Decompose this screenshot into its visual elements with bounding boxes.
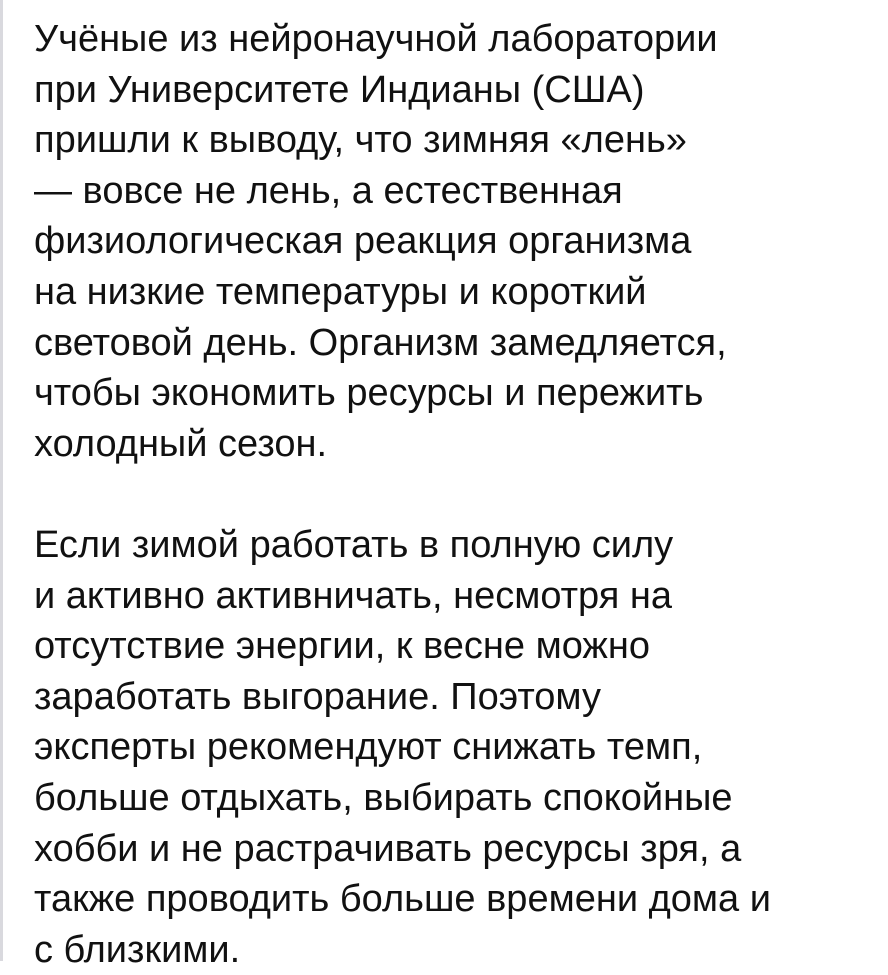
message-left-edge [0,0,3,961]
text-line: отсутствие энергии, к весне можно [34,625,650,668]
text-line: — вовсе не лень, а естественная [34,169,623,212]
text-line: на низкие температуры и короткий [34,270,647,313]
text-line: холодный сезон. [34,422,327,465]
text-line: больше отдыхать, выбирать спокойные [34,776,733,819]
text-line: Учёные из нейронаучной лаборатории [34,18,718,60]
message-text [34,14,874,975]
paragraph-2 [34,520,874,975]
paragraph-1 [34,14,874,469]
text-line: и активно активничать, несмотря на [34,574,673,617]
text-line: также проводить больше времени дома и [34,878,771,921]
text-line: Если зимой работать в полную силу [34,523,674,566]
text-line: пришли к выводу, что зимняя «лень» [34,119,687,162]
text-line: хобби и не растрачивать ресурсы зря, а [34,827,742,870]
text-line: заработать выгорание. Поэтому [34,675,601,718]
text-line: с близкими. [34,928,241,971]
text-line: световой день. Организм замедляется, [34,321,727,364]
paragraph-spacer [34,469,874,520]
text-line: чтобы экономить ресурсы и пережить [34,372,704,415]
text-line: эксперты рекомендуют снижать темп, [34,726,703,769]
text-line: при Университете Индианы (США) [34,68,645,111]
text-line: физиологическая реакция организма [34,220,692,263]
